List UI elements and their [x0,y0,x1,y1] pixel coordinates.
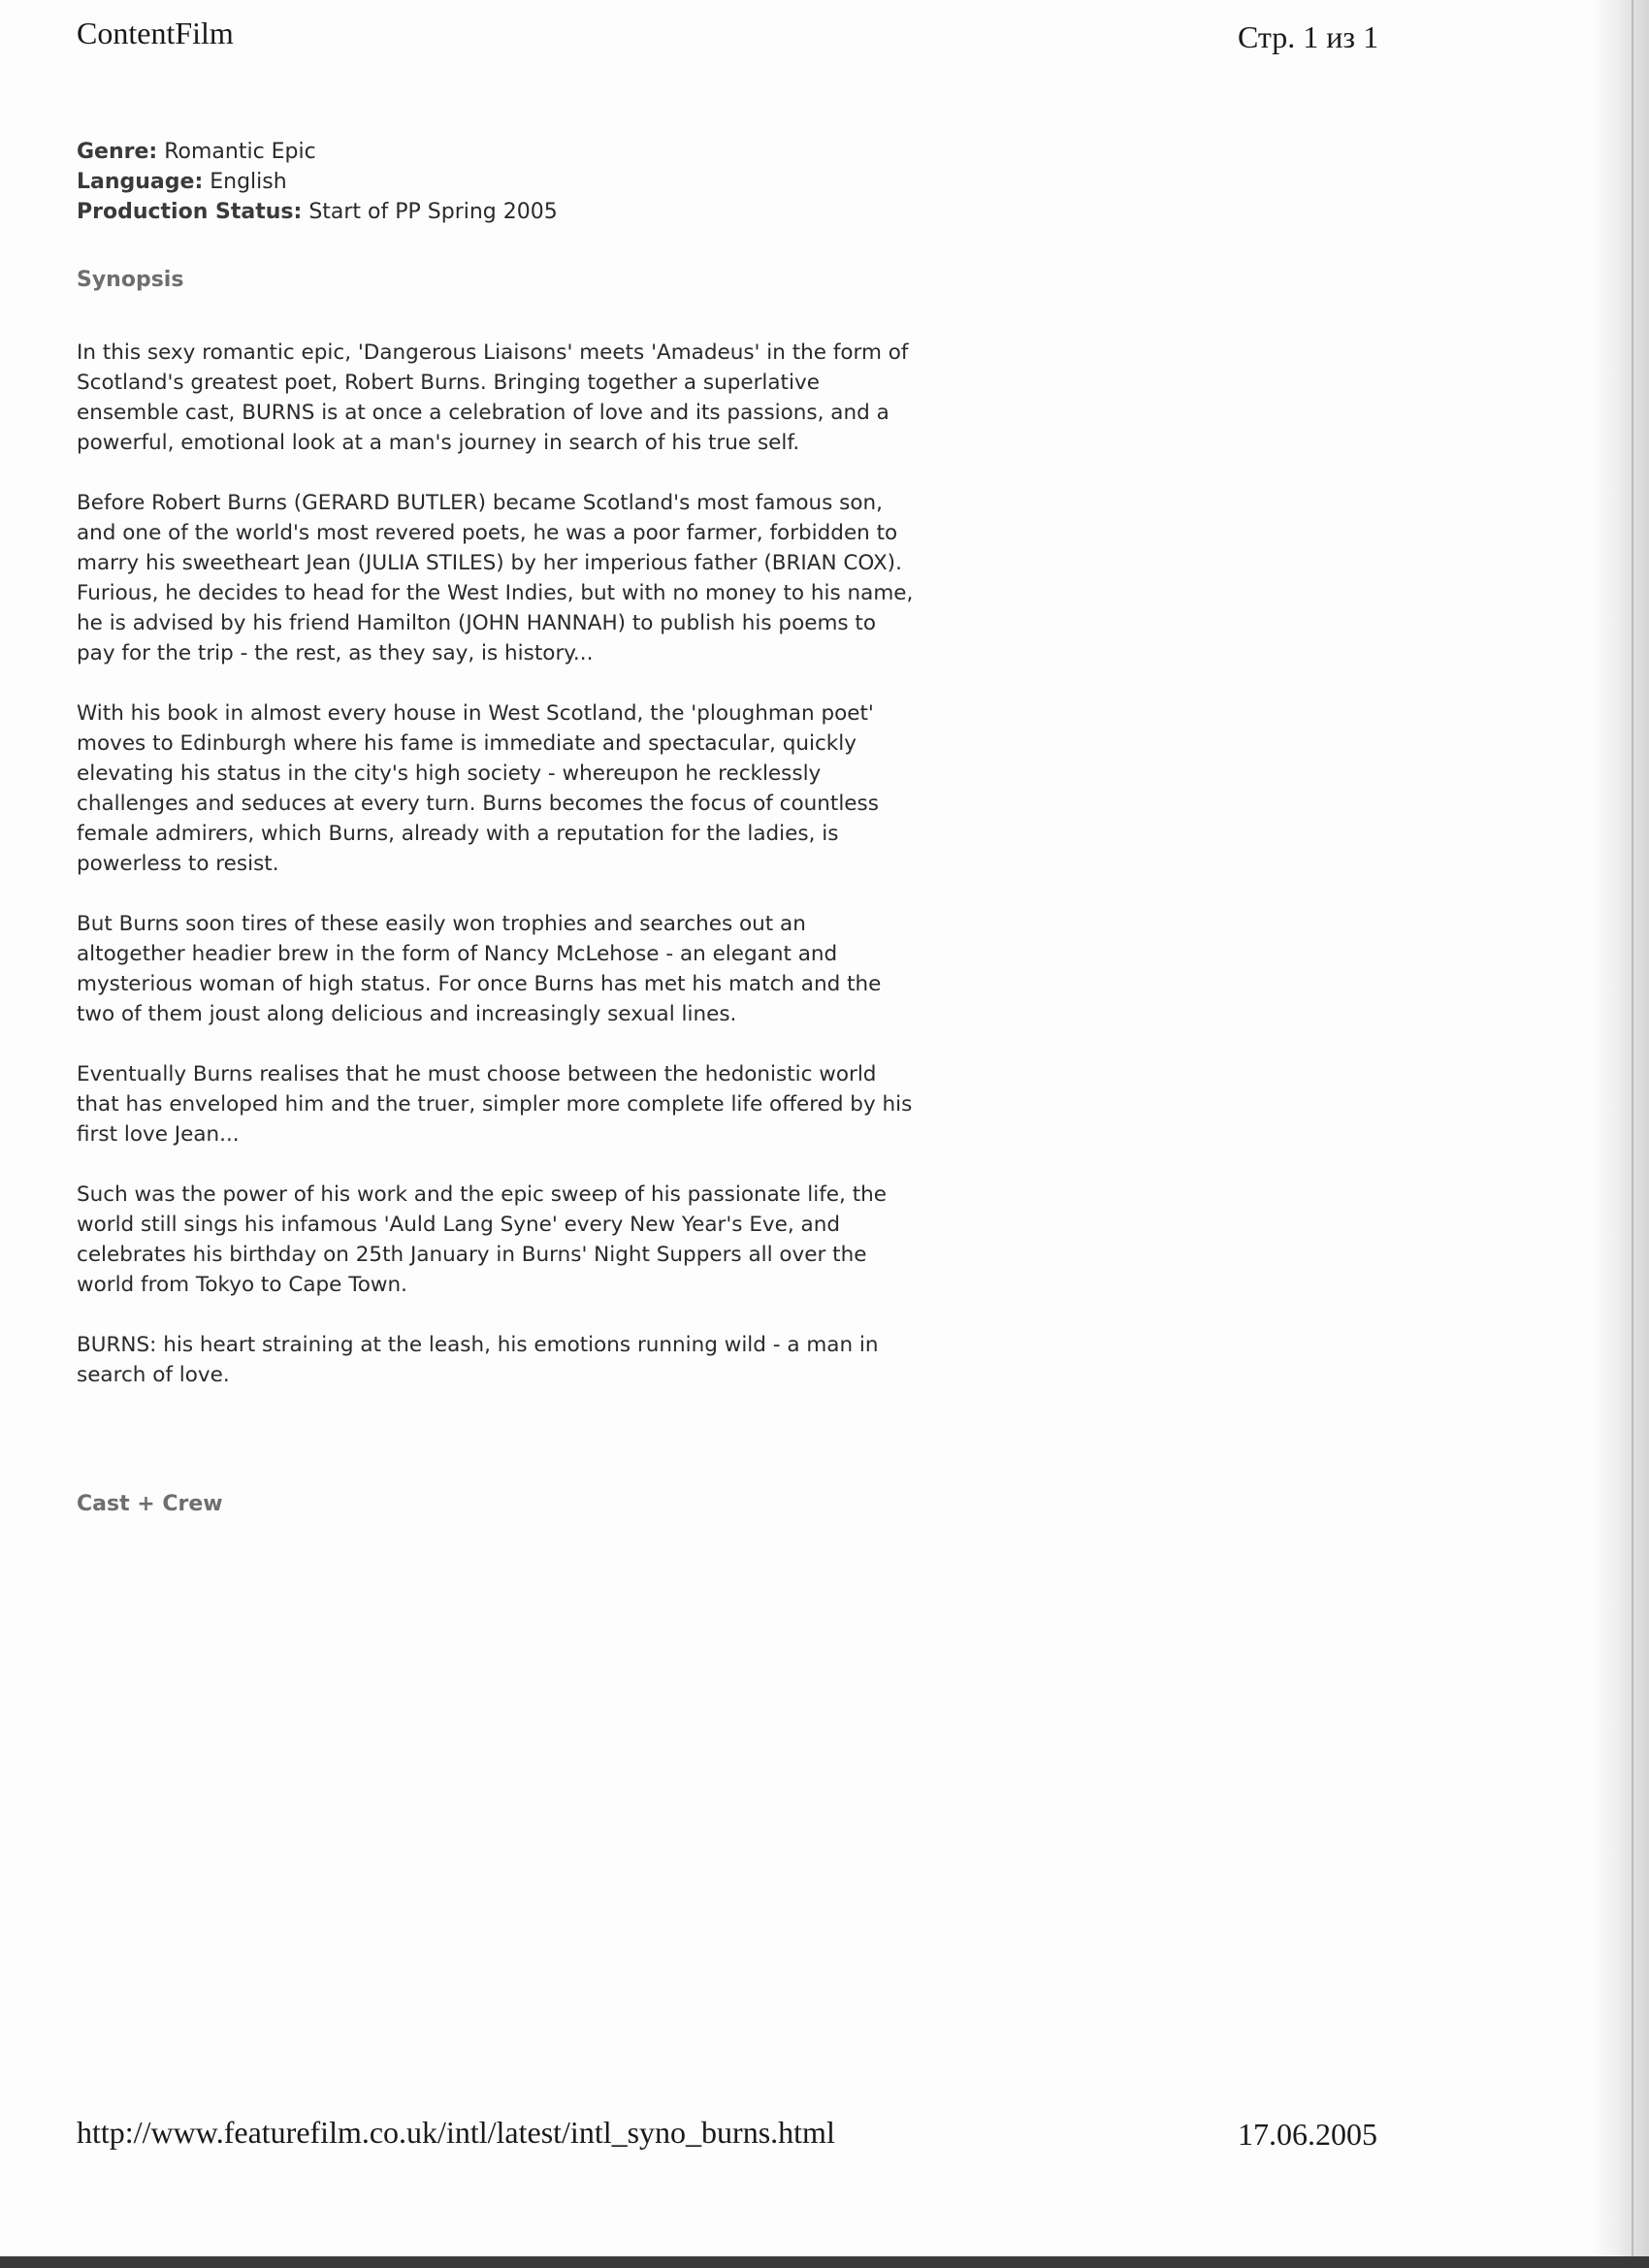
language-label: Language: [77,170,204,194]
synopsis-body [77,338,921,1420]
scan-edge-shadow [1591,0,1649,2268]
synopsis-paragraph: With his book in almost every house in West Scotland, the 'ploughman poet' moves to Edinburgh where his fame is immediate and spectacular, quickly elevating his status in the city's high society - whereupon he recklessly challenges and seduces at every turn. Burns becomes the focus of countless female admirers, which Burns, already with a reputation for the ladies, is powerless to resist. [77,701,879,876]
genre-label: Genre: [77,140,158,164]
synopsis-paragraph: Eventually Burns realises that he must choose between the hedonistic world that has enveloped him and the truer, simpler more complete life offered by his first love Jean... [77,1062,913,1147]
synopsis-paragraph: But Burns soon tires of these easily won trophies and searches out an altogether headier brew in the form of Nancy McLehose - an elegant and mysterious woman of high status. For once Burns has met his match and the two of them joust along delicious and increasingly sexual lines. [77,912,882,1026]
language-row [77,167,558,197]
scan-edge-line [1632,0,1633,2268]
synopsis-paragraph: Such was the power of his work and the epic sweep of his passionate life, the world still sings his infamous 'Auld Lang Syne' every New Year's Eve, and celebrates his birthday on 25th January in Burns' Night Suppers all over the world from Tokyo to Cape Town. [77,1183,887,1297]
synopsis-paragraph: BURNS: his heart straining at the leash, his emotions running wild - a man in search of love. [77,1333,879,1387]
page-url: http://www.featurefilm.co.uk/intl/latest/intl_syno_burns.html [77,2115,835,2150]
scan-bottom-edge [0,2256,1649,2268]
site-title: ContentFilm [77,16,234,50]
language-value: English [210,170,287,194]
print-date: 17.06.2005 [1238,2117,1377,2152]
film-metadata [77,137,558,227]
synopsis-paragraph: In this sexy romantic epic, 'Dangerous Liaisons' meets 'Amadeus' in the form of Scotland's greatest poet, Robert Burns. Bringing together a superlative ensemble cast, BURNS is at once a celebration of love and its passions, and a powerful, emotional look at a man's journey in search of his true self. [77,340,909,455]
synopsis-heading: Synopsis [77,268,184,292]
synopsis-paragraph: Before Robert Burns (GERARD BUTLER) became Scotland's most famous son, and one of the world's most revered poets, he was a poor farmer, forbidden to marry his sweetheart Jean (JULIA STILES) by her imperious father (BRIAN COX). Furious, he decides to head for the West Indies, but with no money to his name, he is advised by his friend Hamilton (JOHN HANNAH) to publish his poems to pay for the trip - the rest, as they say, is history... [77,491,914,665]
production-status-value: Start of PP Spring 2005 [308,200,558,224]
genre-row [77,137,558,167]
production-status-label: Production Status: [77,200,303,224]
page-counter: Стр. 1 из 1 [1238,19,1379,54]
cast-crew-heading: Cast + Crew [77,1492,223,1516]
genre-value: Romantic Epic [164,140,316,164]
production-status-row [77,197,558,227]
